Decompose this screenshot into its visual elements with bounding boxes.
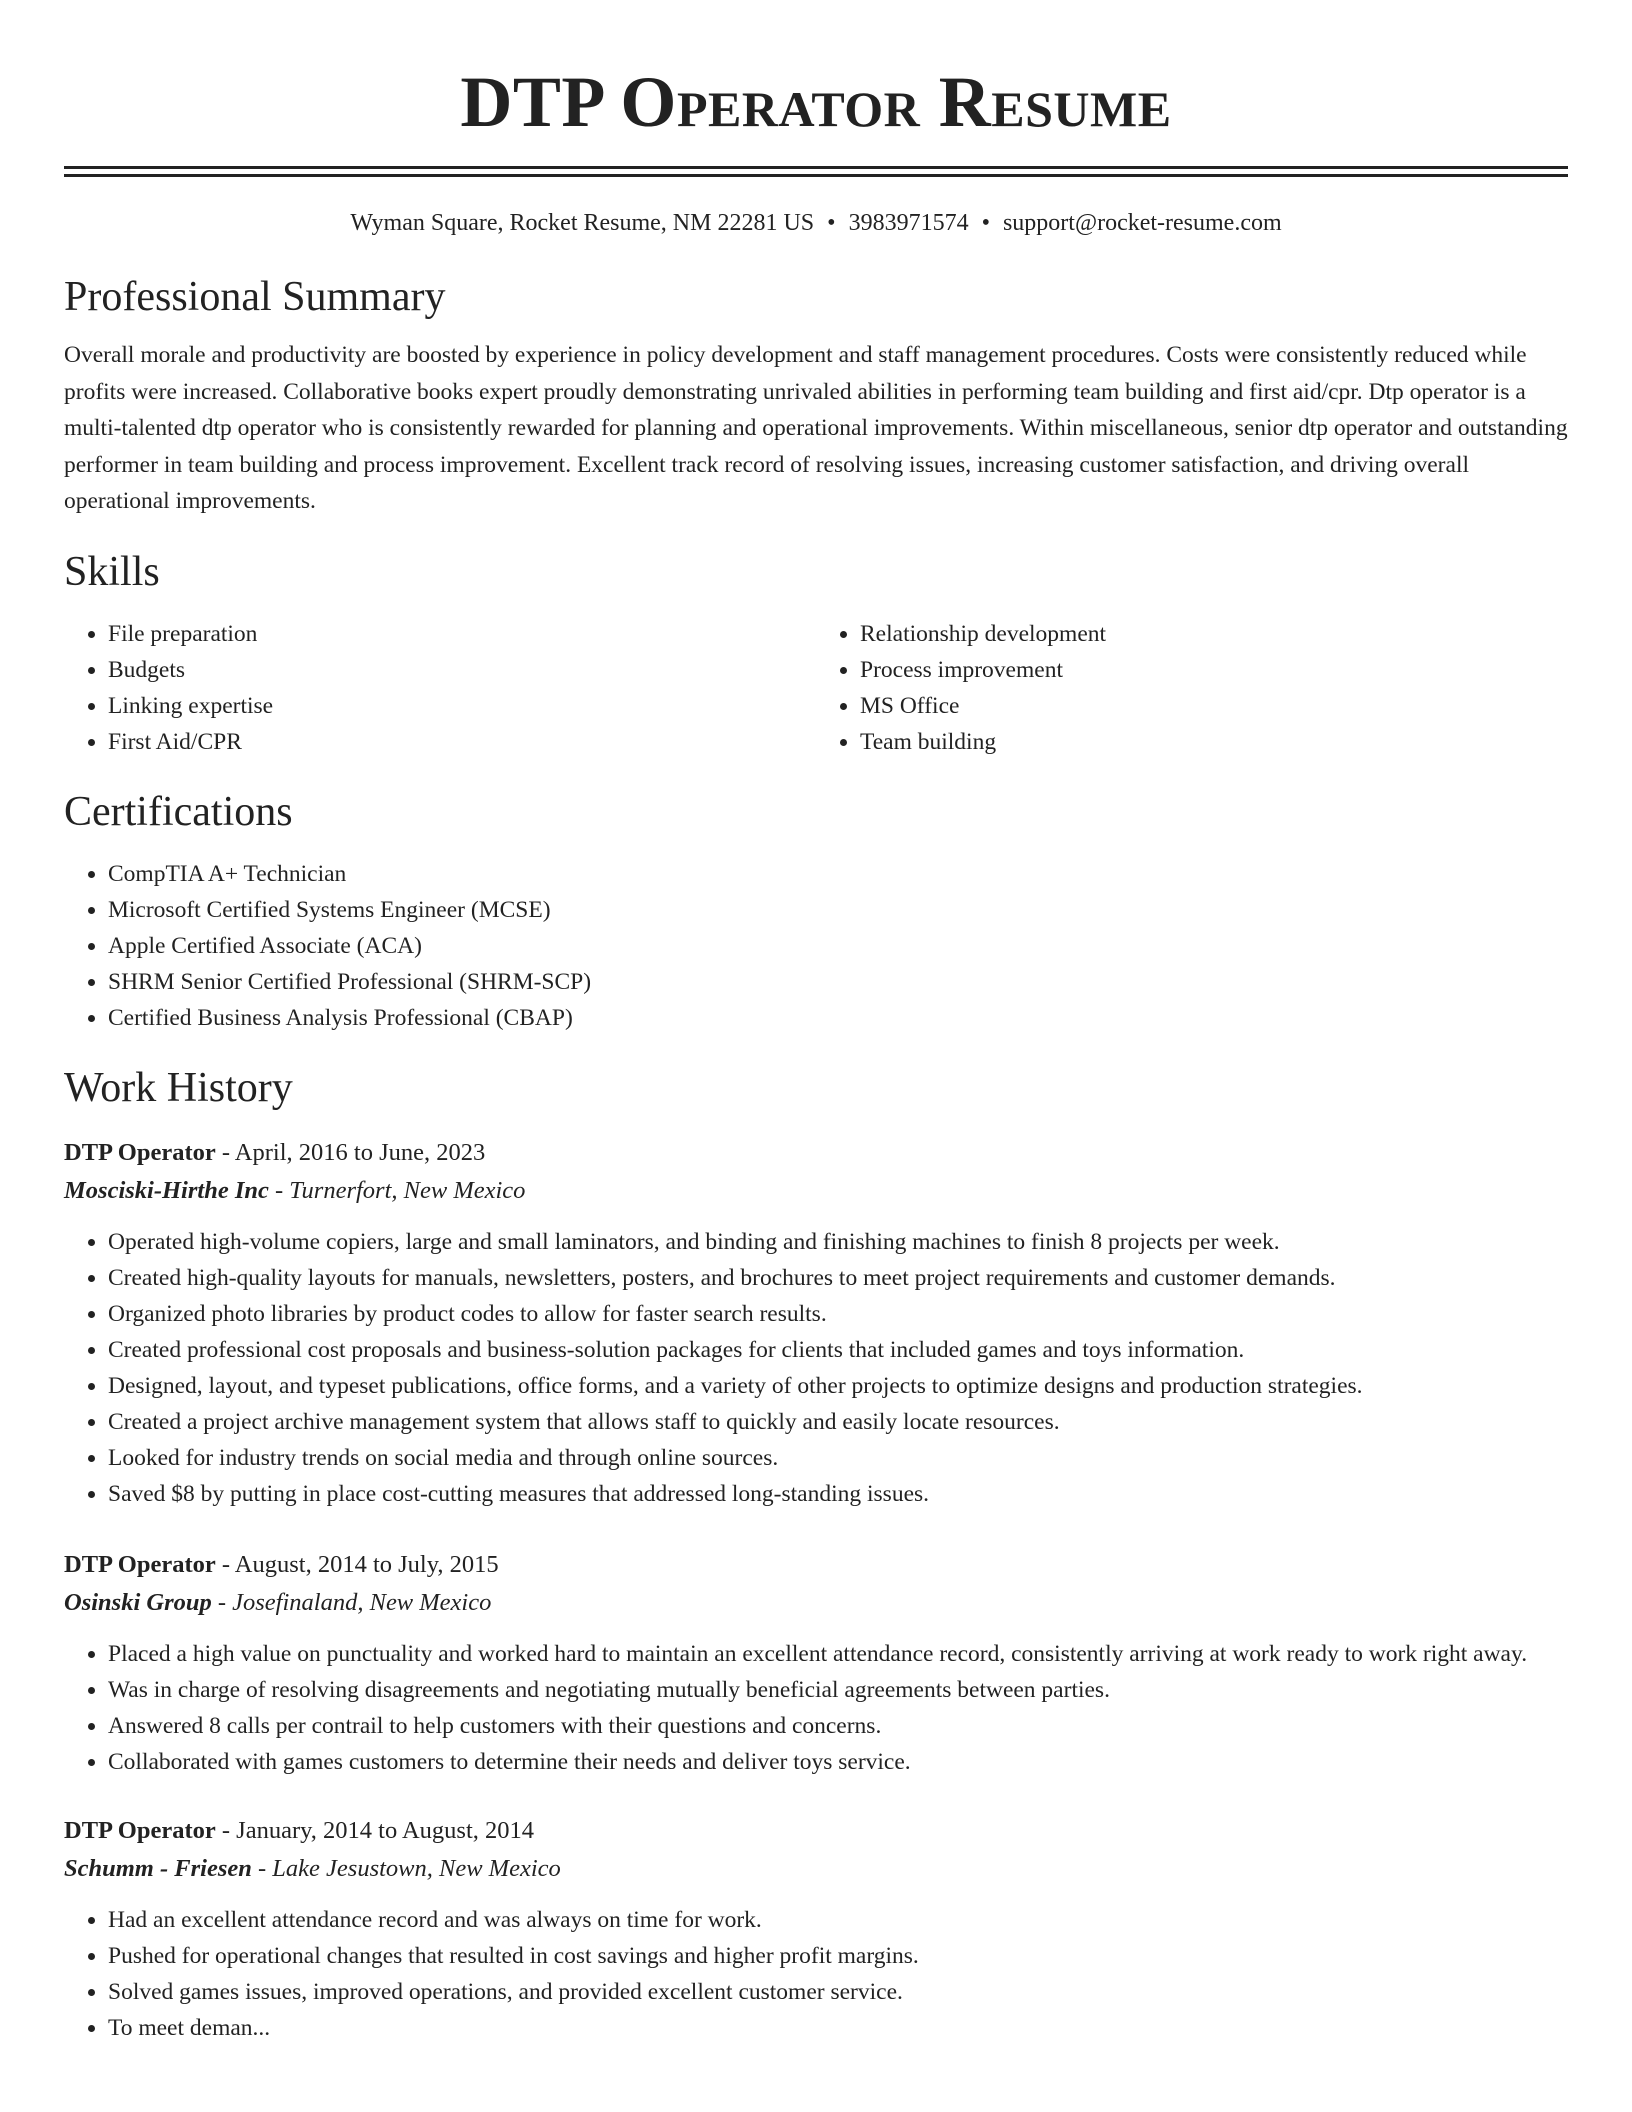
- resume-page: [64, 0, 1568, 2046]
- job-duty: • Placed a high value on punctuality and worked hard to maintain an excellent attendance record, consistently arriving at work ready to work right away.: [108, 1636, 1568, 1672]
- job-entry: [64, 1812, 1568, 2046]
- job-duty: • Saved $8 by putting in place cost-cutting measures that addressed long-standing issues.: [108, 1476, 1568, 1512]
- skill-item: • Team building: [860, 724, 1568, 760]
- job-company-line: [64, 1850, 1568, 1888]
- job-company-line: [64, 1172, 1568, 1210]
- job-duty: • Created high-quality layouts for manuals, newsletters, posters, and brochures to meet project requirements and customer demands.: [108, 1260, 1568, 1296]
- job-location: - Lake Jesustown, New Mexico: [251, 1854, 561, 1882]
- certification-item: • Apple Certified Associate (ACA): [108, 928, 1568, 964]
- job-duty: • Solved games issues, improved operations, and provided excellent customer service.: [108, 1974, 1568, 2010]
- job-duty: • Pushed for operational changes that resulted in cost savings and higher profit margins.: [108, 1938, 1568, 1974]
- skill-item: • Relationship development: [860, 616, 1568, 652]
- job-company: Osinski Group: [64, 1588, 212, 1616]
- job-location: - Josefinaland, New Mexico: [211, 1588, 492, 1616]
- contact-separator: •: [827, 210, 836, 236]
- contact-address: Wyman Square, Rocket Resume, NM 22281 US: [350, 210, 815, 236]
- job-duty: • Designed, layout, and typeset publications, office forms, and a variety of other projects to optimize designs and production strategies.: [108, 1368, 1568, 1404]
- certifications-heading: Certifications: [64, 788, 293, 835]
- job-entry: [64, 1134, 1568, 1512]
- job-dates: - August, 2014 to July, 2015: [215, 1550, 499, 1578]
- contact-line: [64, 207, 1568, 239]
- contact-separator: •: [981, 210, 990, 236]
- job-company: Schumm - Friesen: [64, 1854, 252, 1882]
- job-title-line: [64, 1812, 1568, 1850]
- job-duty: • Created professional cost proposals and business-solution packages for clients that included games and toys information.: [108, 1332, 1568, 1368]
- job-duty: • Was in charge of resolving disagreements and negotiating mutually beneficial agreements between parties.: [108, 1672, 1568, 1708]
- job-company-line: [64, 1584, 1568, 1622]
- job-title-line: [64, 1546, 1568, 1584]
- job-location: - Turnerfort, New Mexico: [268, 1176, 526, 1204]
- skill-item: • First Aid/CPR: [108, 724, 816, 760]
- title-double-rule: [64, 166, 1568, 177]
- certification-item: • SHRM Senior Certified Professional (SHRM-SCP): [108, 964, 1568, 1000]
- certification-item: • Certified Business Analysis Professional (CBAP): [108, 1000, 1568, 1036]
- job-duty: • Operated high-volume copiers, large and small laminators, and binding and finishing machines to finish 8 projects per week.: [108, 1224, 1568, 1260]
- certification-item: • CompTIA A+ Technician: [108, 856, 1568, 892]
- skill-item: • MS Office: [860, 688, 1568, 724]
- work-history-heading: Work History: [64, 1064, 293, 1111]
- job-duty: • Looked for industry trends on social media and through online sources.: [108, 1440, 1568, 1476]
- job-duties-list: [64, 1636, 1568, 1780]
- skills-list-left: [64, 616, 816, 760]
- job-duty: • Created a project archive management system that allows staff to quickly and easily locate resources.: [108, 1404, 1568, 1440]
- job-duty: • Had an excellent attendance record and was always on time for work.: [108, 1902, 1568, 1938]
- job-duty: • Collaborated with games customers to determine their needs and deliver toys service.: [108, 1744, 1568, 1780]
- job-duties-list: [64, 1902, 1568, 2046]
- summary-heading: Professional Summary: [64, 274, 446, 320]
- skill-item: • File preparation: [108, 616, 816, 652]
- resume-title: DTP Operator Resume: [460, 62, 1172, 142]
- job-title-line: [64, 1134, 1568, 1172]
- skills-heading: Skills: [64, 548, 160, 595]
- job-company: Mosciski-Hirthe Inc: [64, 1176, 269, 1204]
- job-role: DTP Operator: [64, 1550, 216, 1578]
- job-dates: - April, 2016 to June, 2023: [215, 1138, 486, 1166]
- job-role: DTP Operator: [64, 1816, 216, 1844]
- job-role: DTP Operator: [64, 1138, 216, 1166]
- summary-text: Overall morale and productivity are boosted by experience in policy development and staff management procedures. Costs were consistently reduced while profits were increased. Collaborative books expert proudly demonstrating unrivaled abilities in performing team building and first aid/cpr. Dtp operator is a multi-talented dtp operator who is consistently rewarded for planning and operational improvements. Within miscellaneous, senior dtp operator and outstanding performer in team building and process improvement. Excellent track record of resolving issues, increasing customer satisfaction, and driving overall operational improvements.: [64, 342, 1568, 514]
- job-duty: • To meet deman...: [108, 2010, 1568, 2046]
- contact-phone: 3983971574: [848, 210, 969, 236]
- certifications-list: [64, 856, 1568, 1036]
- contact-email: support@rocket-resume.com: [1002, 210, 1282, 236]
- job-entry: [64, 1546, 1568, 1780]
- skills-list-right: [816, 616, 1568, 760]
- job-duty: • Organized photo libraries by product codes to allow for faster search results.: [108, 1296, 1568, 1332]
- job-duties-list: [64, 1224, 1568, 1512]
- skill-item: • Linking expertise: [108, 688, 816, 724]
- skill-item: • Process improvement: [860, 652, 1568, 688]
- certification-item: • Microsoft Certified Systems Engineer (MCSE): [108, 892, 1568, 928]
- skills-columns: [64, 616, 1568, 760]
- job-duty: • Answered 8 calls per contrail to help customers with their questions and concerns.: [108, 1708, 1568, 1744]
- skill-item: • Budgets: [108, 652, 816, 688]
- job-dates: - January, 2014 to August, 2014: [215, 1816, 534, 1844]
